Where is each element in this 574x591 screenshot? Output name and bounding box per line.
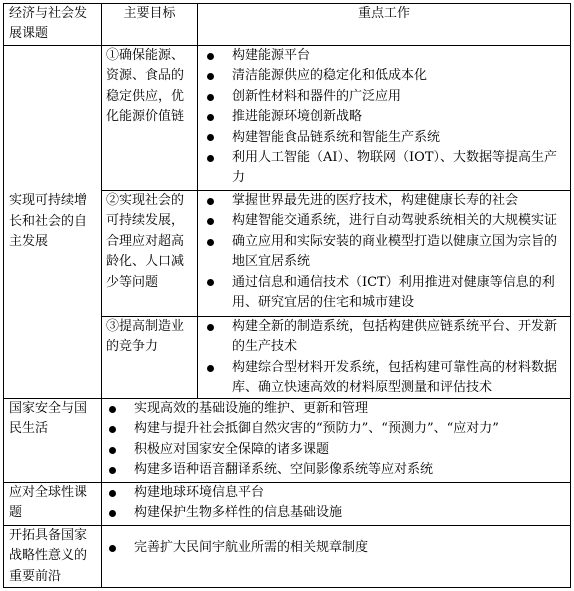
list-item <box>206 211 562 231</box>
item-text: 实现高效的基础设施的维护、更新和管理 <box>134 401 369 416</box>
goal-text: ②实现社会的可持续发展，合理应对超高龄化、人口减少等问题 <box>106 193 185 290</box>
bullet-list <box>108 538 562 558</box>
item-text: 清洁能源供应的稳定化和低成本化 <box>232 68 428 84</box>
list-item <box>206 191 562 211</box>
bullet-list <box>206 46 562 189</box>
work-cell-merged <box>102 526 570 587</box>
list-item <box>206 128 562 148</box>
item-text: 构建综合型材料开发系统，包括构建可靠性高的材料数据库、确立快速高效的材料原型测量和评估技术 <box>232 359 558 396</box>
data-table <box>3 3 571 588</box>
item-text: 构建地球环境信息平台 <box>134 485 265 500</box>
topic-text: 开拓具备国家战略性意义的重要前沿 <box>9 528 88 584</box>
bullet-icon <box>108 440 134 460</box>
bullet-icon <box>206 148 232 168</box>
item-text: 构建智能食品链系统和智能生产系统 <box>232 129 441 145</box>
list-item <box>206 232 562 273</box>
goal-text: ③提高制造业的竞争力 <box>106 319 185 355</box>
item-text: 确立应用和实际安装的商业模型打造以健康立国为宗旨的地区宜居系统 <box>232 233 558 270</box>
bullet-icon <box>108 460 134 480</box>
header-topic-label: 经济与社会发展课题 <box>9 6 88 42</box>
work-cell <box>198 317 570 398</box>
bullet-list <box>108 399 562 481</box>
work-cell <box>198 191 570 316</box>
goal-cell <box>102 191 197 316</box>
topic-text: 国家安全与国民生活 <box>9 401 88 437</box>
bullet-icon <box>206 191 232 211</box>
topic-text: 实现可持续增长和社会的自主发展 <box>9 193 88 250</box>
bullet-icon <box>108 483 134 503</box>
bullet-icon <box>206 107 232 127</box>
work-cell-merged <box>102 399 570 482</box>
item-text: 积极应对国家安全保障的诸多课题 <box>134 441 330 457</box>
bullet-icon <box>206 232 232 252</box>
item-text: 通过信息和通信技术（ICT）利用推进对健康等信息的利用、研究宜居的住宅和城市建设 <box>232 274 555 311</box>
item-text: 构建保护生物多样性的信息基础设施 <box>134 505 343 521</box>
item-text: 创新性材料和器件的广泛应用 <box>232 88 402 104</box>
work-cell <box>198 46 570 190</box>
bullet-icon <box>206 211 232 231</box>
list-item <box>206 66 562 86</box>
list-item <box>206 273 562 314</box>
list-item <box>108 399 562 419</box>
goal-cell <box>102 46 197 190</box>
item-text: 构建全新的制造系统，包括构建供应链系统平台、开发新的生产技术 <box>232 319 558 355</box>
topic-text: 应对全球性课题 <box>9 485 88 521</box>
header-goal-label: 主要目标 <box>123 6 176 21</box>
item-text: 掌握世界最先进的医疗技术，构建健康长寿的社会 <box>232 193 519 208</box>
topic-cell <box>4 483 101 525</box>
item-text: 构建与提升社会抵御自然灾害的“预防力”、“预测力”、“应对力” <box>134 421 499 437</box>
bullet-list <box>206 191 562 313</box>
goal-text: ①确保能源、资源、食品的稳定供应，优化能源价值链 <box>106 48 185 125</box>
list-item <box>206 46 562 66</box>
list-item <box>108 460 562 480</box>
list-item <box>108 483 562 503</box>
list-item <box>108 419 562 439</box>
item-text: 构建能源平台 <box>232 48 311 63</box>
item-text: 构建多语种语音翻译系统、空间影像系统等应对系统 <box>134 462 434 478</box>
bullet-list <box>206 317 562 399</box>
bullet-icon <box>108 399 134 419</box>
header-work-label: 重点工作 <box>357 6 410 21</box>
bullet-list <box>108 483 562 524</box>
bullet-icon <box>206 128 232 148</box>
topic-cell <box>4 46 101 398</box>
header-cell-topic <box>4 4 101 45</box>
bullet-icon <box>108 538 134 558</box>
item-text: 推进能源环境创新战略 <box>232 109 363 125</box>
bullet-icon <box>206 317 232 337</box>
bullet-icon <box>206 66 232 86</box>
work-cell-merged <box>102 483 570 525</box>
topic-cell <box>4 526 101 587</box>
header-cell-work <box>198 4 570 45</box>
list-item <box>108 503 562 523</box>
list-item <box>206 317 562 358</box>
bullet-icon <box>206 46 232 66</box>
bullet-icon <box>108 503 134 523</box>
item-text: 利用人工智能（AI）、物联网（IOT）、大数据等提高生产力 <box>232 150 557 186</box>
header-cell-goal <box>102 4 197 45</box>
bullet-icon <box>206 87 232 107</box>
list-item <box>206 148 562 189</box>
list-item <box>206 87 562 107</box>
item-text: 构建智能交通系统，进行自动驾驶系统相关的大规模实证 <box>232 213 558 229</box>
list-item <box>206 107 562 127</box>
goal-cell <box>102 317 197 398</box>
list-item <box>108 440 562 460</box>
list-item <box>108 538 562 558</box>
topic-cell <box>4 399 101 482</box>
item-text: 完善扩大民间宇航业所需的相关规章制度 <box>134 540 369 555</box>
bullet-icon <box>206 358 232 378</box>
bullet-icon <box>206 273 232 293</box>
list-item <box>206 358 562 399</box>
bullet-icon <box>108 419 134 439</box>
